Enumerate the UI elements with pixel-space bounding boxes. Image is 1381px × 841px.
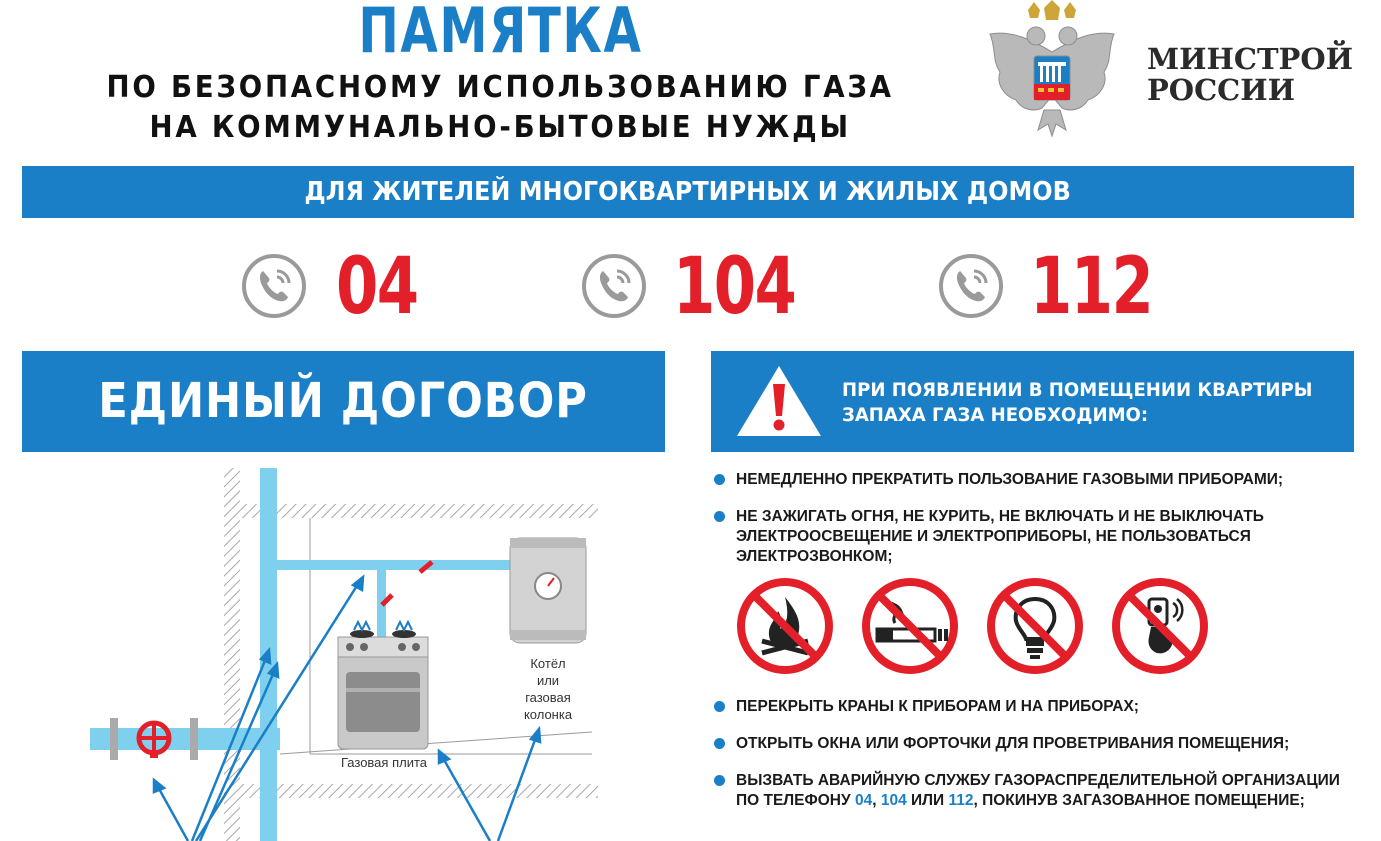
bullet-icon — [714, 701, 725, 712]
audience-band — [22, 166, 1354, 218]
bullet-icon — [714, 511, 725, 522]
bullet-icon — [714, 474, 725, 485]
phone-number-104: 104 — [673, 242, 796, 332]
phone-icon — [241, 253, 307, 319]
eagle-emblem-icon — [982, 0, 1122, 140]
single-contract-title: ЕДИНЫЙ ДОГОВОР — [98, 373, 589, 429]
ministry-line-1: МИНСТРОЙ — [1147, 42, 1354, 76]
boiler-label: Котёл или газовая колонка — [523, 656, 573, 722]
subtitle-line-2: НА КОММУНАЛЬНО-БЫТОВЫЕ НУЖДЫ — [149, 110, 851, 145]
wall-top — [240, 504, 598, 518]
ministry-line-2: РОССИИ — [1147, 73, 1296, 107]
bullet-icon — [714, 775, 725, 786]
page-title: ПАМЯТКА — [358, 0, 643, 67]
distribution-pipe — [277, 560, 513, 570]
phone-icon — [581, 253, 647, 319]
no-fire-icon — [736, 577, 834, 675]
phone-icon — [938, 253, 1004, 319]
audience-text: ДЛЯ ЖИТЕЛЕЙ МНОГОКВАРТИРНЫХ И ЖИЛЫХ ДОМОВ — [304, 177, 1072, 207]
phone-link-112: 112 — [948, 792, 974, 809]
phone-link-104: 104 — [880, 792, 907, 809]
phone-link-04: 04 — [854, 792, 873, 809]
no-light-switch-icon — [986, 577, 1084, 675]
bullet-icon — [714, 738, 725, 749]
subtitle-line-1: ПО БЕЗОПАСНОМУ ИСПОЛЬЗОВАНИЮ ГАЗА — [106, 70, 894, 105]
no-smoking-icon — [861, 577, 959, 675]
stove-label: Газовая плита — [340, 755, 427, 770]
inlet-pipe — [90, 728, 280, 750]
single-contract-header — [22, 351, 665, 452]
gas-system-diagram — [80, 462, 610, 841]
gas-smell-title: ПРИ ПОЯВЛЕНИИ В ПОМЕЩЕНИИ КВАРТИРЫ ЗАПАХА ГАЗА НЕОБХОДИМО: — [842, 379, 1313, 426]
floor — [240, 784, 598, 798]
no-doorbell-icon — [1111, 577, 1209, 675]
ministry-name — [1147, 44, 1353, 106]
warning-triangle-icon — [733, 362, 825, 440]
phone-number-112: 112 — [1030, 242, 1153, 332]
phone-number-04: 04 — [336, 242, 418, 332]
